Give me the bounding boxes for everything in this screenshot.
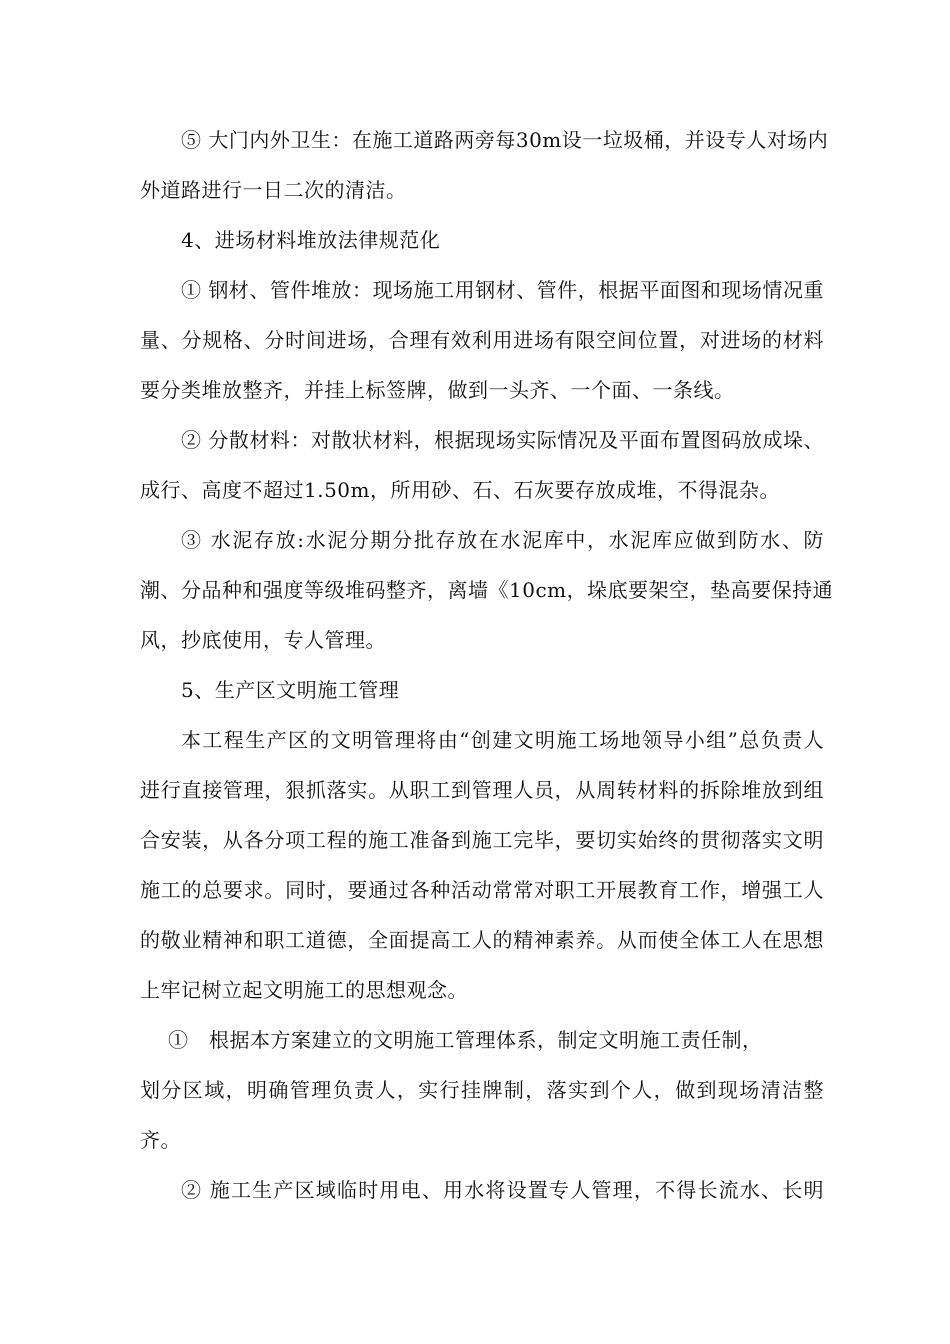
paragraph-line: 齐。	[140, 1128, 181, 1152]
paragraph-line: 的敬业精神和职工道德，全面提高工人的精神素养。从而使全体工人在思想	[140, 928, 824, 952]
paragraph-line: 本工程生产区的文明管理将由“创建文明施工场地领导小组”总负责人	[181, 728, 824, 752]
paragraph-line: 施工的总要求。同时，要通过各种活动常常对职工开展教育工作，增强工人	[140, 878, 824, 902]
paragraph-line: 合安装，从各分项工程的施工准备到施工完毕，要切实始终的贯彻落实文明	[140, 828, 824, 852]
paragraph-line: ② 施工生产区域临时用电、用水将设置专人管理，不得长流水、长明	[181, 1178, 824, 1202]
paragraph-line: 进行直接管理，狠抓落实。从职工到管理人员，从周转材料的拆除堆放到组	[140, 778, 824, 802]
paragraph-line: ③ 水泥存放:水泥分期分批存放在水泥库中，水泥库应做到防水、防	[181, 528, 824, 552]
paragraph-line: 划分区域，明确管理负责人，实行挂牌制，落实到个人，做到现场清洁整	[140, 1078, 824, 1102]
paragraph-line: ① 钢材、管件堆放：现场施工用钢材、管件，根据平面图和现场情况重	[181, 278, 824, 302]
paragraph-line: 上牢记树立起文明施工的思想观念。	[140, 978, 468, 1002]
paragraph-line: 风，抄底使用，专人管理。	[140, 628, 386, 652]
paragraph-line: 成行、高度不超过1.50m，所用砂、石、石灰要存放成堆，不得混杂。	[140, 478, 780, 502]
paragraph-line: 外道路进行一日二次的清洁。	[140, 178, 407, 202]
paragraph-line: 潮、分品种和强度等级堆码整齐，离墙《10cm，垛底要架空，垫高要保持通	[140, 578, 834, 602]
paragraph-line: ② 分散材料：对散状材料，根据现场实际情况及平面布置图码放成垛、	[181, 428, 824, 452]
section-heading: 4、进场材料堆放法律规范化	[181, 228, 441, 252]
section-heading: 5、生产区文明施工管理	[181, 678, 400, 702]
paragraph-line: ⑤ 大门内外卫生：在施工道路两旁每30m设一垃圾桶，并设专人对场内	[181, 128, 829, 152]
paragraph-line: 量、分规格、分时间进场，合理有效利用进场有限空间位置，对进场的材料	[140, 328, 824, 352]
paragraph-line: 要分类堆放整齐，并挂上标签牌，做到一头齐、一个面、一条线。	[140, 378, 735, 402]
paragraph-line: ① 根据本方案建立的文明施工管理体系，制定文明施工责任制，	[168, 1028, 763, 1052]
